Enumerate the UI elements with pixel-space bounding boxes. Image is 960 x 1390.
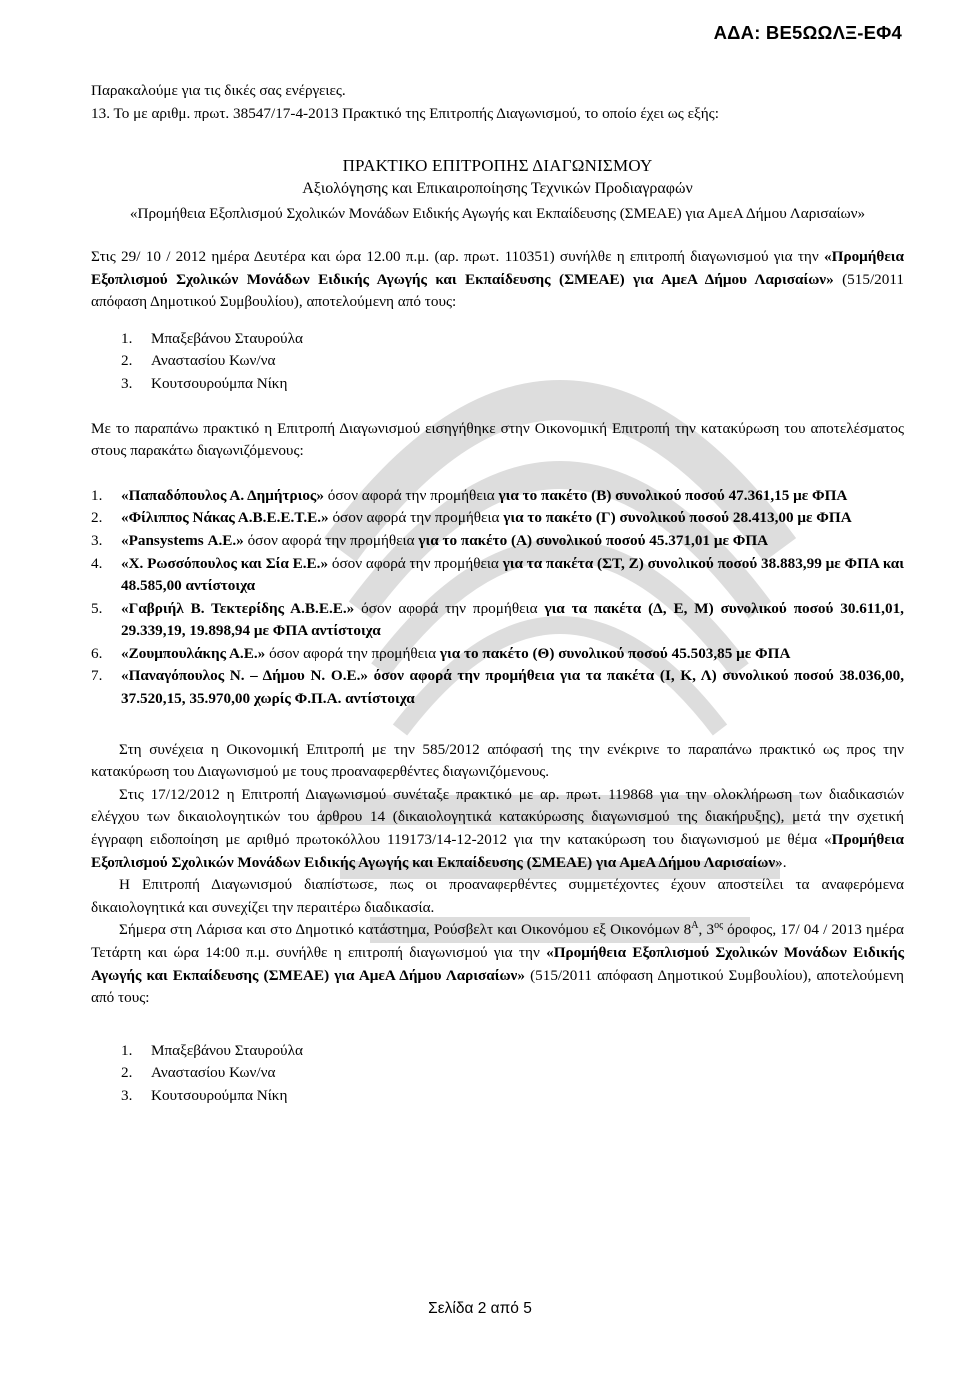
today-text-b: , 3 bbox=[698, 921, 715, 939]
intro-line: Παρακαλούμε για τις δικές σας ενέργειες. bbox=[91, 82, 346, 99]
check-paragraph bbox=[91, 784, 904, 874]
winner-name: «Παναγόπουλος Ν. – Δήμου Ν. Ο.Ε.» όσον αφορά την προμήθεια για τα πακέτα (Ι, Κ, Λ) συνολικού ποσού 38.036,00, 37.520,15, 35.970,00 χωρίς Φ.Π.Α. αντίστοιχα bbox=[121, 667, 904, 708]
winner-amount: για τα πακέτα (ΣΤ, Ζ) συνολικού ποσού 38.883,99 με ΦΠΑ και 48.585,00 αντίστοιχα bbox=[121, 554, 904, 595]
meeting-text-b: (515/2011 απόφαση Δημοτικού Συμβουλίου), αποτελούμενη από τους: bbox=[91, 270, 904, 311]
meeting-procurement-bold: «Προμήθεια Εξοπλισμού Σχολικών Μονάδων Ειδικής Αγωγής και Εκπαίδευσης (ΣΜΕΑΕ) για ΑμεΑ Δήμου Λαρισαίων» bbox=[91, 247, 904, 288]
approval-paragraph: Στη συνέχεια η Οικονομική Επιτροπή με την 585/2012 απόφασή της την ενέκρινε το παραπάνω πρακτικό ως προς την κατακύρωση του Διαγωνισμού με τους προαναφερθέντες διαγωνιζόμενους. bbox=[91, 740, 904, 781]
found-paragraph: Η Επιτροπή Διαγωνισμού διαπίστωσε, πως οι προαναφερθέντες συμμετέχοντες έχουν αποστείλει τα αναφερόμενα δικαιολογητικά και συνεχίζει την περαιτέρω διαδικασία. bbox=[91, 876, 904, 916]
winner-mid: όσον αφορά την προμήθεια bbox=[323, 486, 499, 504]
today-sup-a: Α bbox=[691, 920, 699, 932]
list-number: 3. bbox=[121, 374, 133, 392]
list-number: 3. bbox=[91, 531, 103, 549]
meeting-paragraph bbox=[91, 246, 904, 314]
winner-name: «Pansystems Α.Ε.» bbox=[121, 531, 244, 549]
member-name: Κουτσουρούμπα Νίκη bbox=[151, 374, 288, 392]
today-text-a: Σήμερα στη Λάρισα και στο Δημοτικό κατάστημα, Ρούσβελτ και Οικονόμου εξ Οικονόμων 8 bbox=[119, 921, 692, 939]
list-number: 7. bbox=[91, 667, 103, 685]
member-name: Αναστασίου Κων/να bbox=[151, 1064, 276, 1082]
list-item bbox=[91, 553, 904, 598]
winner-name: «Χ. Ρωσσόπουλος και Σία Ε.Ε.» bbox=[121, 554, 329, 572]
today-text-d: (515/2011 απόφαση Δημοτικού Συμβουλίου), αποτελούμενη από τους: bbox=[91, 966, 904, 1007]
member-name: Αναστασίου Κων/να bbox=[151, 352, 276, 370]
ada-code: ΑΔΑ: ΒΕ5ΩΩΛΞ-ΕΦ4 bbox=[713, 22, 902, 43]
check-procurement-bold: Προμήθεια Εξοπλισμού Σχολικών Μονάδων Ειδικής Αγωγής και Εκπαίδευσης (ΣΜΕΑΕ) για ΑμεΑ Δήμου Λαρισαίων bbox=[91, 831, 904, 871]
winner-amount: για τα πακέτα (Δ, Ε, Μ) συνολικού ποσού 30.611,01, 29.339,19, 19.898,94 με ΦΠΑ αντίστοιχα bbox=[121, 599, 904, 640]
minutes-title: ΠΡΑΚΤΙΚΟ ΕΠΙΤΡΟΠΗΣ ΔΙΑΓΩΝΙΣΜΟΥ bbox=[342, 156, 653, 176]
list-number: 2. bbox=[91, 509, 103, 527]
list-item bbox=[91, 485, 904, 508]
list-number: 6. bbox=[91, 644, 103, 662]
list-item bbox=[91, 373, 904, 396]
winner-mid: όσον αφορά την προμήθεια bbox=[354, 599, 545, 617]
list-number: 2. bbox=[121, 352, 133, 370]
award-intro-paragraph: Με το παραπάνω πρακτικό η Επιτροπή Διαγωνισμού εισηγήθηκε στην Οικονομική Επιτροπή την κατακύρωση του αποτελέσματος στους παρακάτω διαγωνιζόμενους: bbox=[91, 419, 904, 460]
winner-name: «Γαβριήλ Β. Τεκτερίδης Α.Β.Ε.Ε.» bbox=[121, 599, 355, 617]
today-text-c: όροφος, 17/ 04 / 2013 ημέρα Τετάρτη και ώρα 14:00 π.μ. συνήλθε η επιτροπή διαγωνισμού για την bbox=[91, 921, 905, 961]
list-item bbox=[91, 665, 904, 710]
committee-members-list-2 bbox=[91, 1040, 904, 1108]
winner-name: «Ζουμπουλάκης Α.Ε.» bbox=[121, 644, 266, 662]
list-item bbox=[91, 507, 904, 530]
list-number: 4. bbox=[91, 554, 103, 572]
list-item bbox=[91, 530, 904, 553]
document-body bbox=[91, 80, 904, 1108]
page-number: Σελίδα 2 από 5 bbox=[428, 1300, 532, 1317]
winner-amount: για το πακέτο (Θ) συνολικού ποσού 45.503,85 με ΦΠΑ bbox=[439, 644, 791, 662]
list-item bbox=[91, 1040, 904, 1063]
today-sup-b: ος bbox=[714, 920, 724, 932]
winner-mid: όσον αφορά την προμήθεια bbox=[328, 554, 503, 572]
winner-amount: για το πακέτο (Γ) συνολικού ποσού 28.413,00 με ΦΠΑ bbox=[503, 509, 852, 527]
member-name: Μπαξεβάνου Σταυρούλα bbox=[151, 1041, 303, 1059]
list-number: 1. bbox=[121, 329, 133, 347]
list-item bbox=[91, 1062, 904, 1085]
committee-members-list bbox=[91, 328, 904, 396]
winner-mid: όσον αφορά την προμήθεια bbox=[328, 509, 504, 527]
minutes-subtitle: Αξιολόγησης και Επικαιροποίησης Τεχνικών Προδιαγραφών bbox=[302, 179, 693, 197]
check-text-b: ». bbox=[775, 853, 787, 871]
check-text-a: Στις 17/12/2012 η Επιτροπή Διαγωνισμού συνέταξε πρακτικό με αρ. πρωτ. 119868 για την ολοκλήρωση των διαδικασιών ελέγχου των δικαιολογητικών του άρθρου 14 (δικαιολογητικά κατακύρωσης διαγωνισμού της διακήρυξης), μετά την σχετική έγγραφη ειδοποίηση με αριθμό πρωτοκόλλου 119173/14-12-2012 για την κατακύρωση του διαγωνισμού με θέμα « bbox=[91, 785, 904, 849]
winners-list bbox=[91, 485, 904, 711]
today-procurement-bold: «Προμήθεια Εξοπλισμού Σχολικών Μονάδων Ειδικής Αγωγής και Εκπαίδευσης (ΣΜΕΑΕ) για ΑμεΑ Δήμου Λαρισαίων» bbox=[91, 944, 904, 984]
list-item bbox=[91, 350, 904, 373]
winner-mid: όσον αφορά την προμήθεια bbox=[265, 644, 440, 662]
list-item bbox=[91, 1085, 904, 1108]
list-item bbox=[91, 598, 904, 643]
winner-mid: όσον αφορά την προμήθεια bbox=[243, 531, 419, 549]
winner-name: «Φίλιππος Νάκας Α.Β.Ε.Ε.Τ.Ε.» bbox=[121, 509, 329, 527]
winner-name: «Παπαδόπουλος Α. Δημήτριος» bbox=[121, 486, 324, 504]
list-number: 1. bbox=[91, 486, 103, 504]
procurement-title: «Προμήθεια Εξοπλισμού Σχολικών Μονάδων Ειδικής Αγωγής και Εκπαίδευσης (ΣΜΕΑΕ) για ΑμεΑ Δήμου Λαρισαίων» bbox=[129, 205, 866, 223]
list-number: 1. bbox=[121, 1041, 133, 1059]
winner-amount: για το πακέτο (Β) συνολικού ποσού 47.361,15 με ΦΠΑ bbox=[498, 486, 848, 504]
item-13-line: 13. Το με αριθμ. πρωτ. 38547/17-4-2013 Πρακτικό της Επιτροπής Διαγωνισμού, το οποίο έχει ως εξής: bbox=[91, 104, 719, 122]
list-number: 5. bbox=[91, 599, 103, 617]
list-item bbox=[91, 643, 904, 666]
list-number: 2. bbox=[121, 1064, 133, 1082]
today-paragraph bbox=[91, 919, 904, 1009]
list-number: 3. bbox=[121, 1086, 133, 1104]
member-name: Μπαξεβάνου Σταυρούλα bbox=[151, 329, 303, 347]
list-item bbox=[91, 328, 904, 351]
meeting-text-a: Στις 29/ 10 / 2012 ημέρα Δευτέρα και ώρα 12.00 π.μ. (αρ. πρωτ. 110351) συνήλθε η επιτροπή διαγωνισμού για την bbox=[91, 247, 825, 265]
winner-amount: για το πακέτο (Α) συνολικού ποσού 45.371,01 με ΦΠΑ bbox=[418, 531, 769, 549]
member-name: Κουτσουρούμπα Νίκη bbox=[151, 1086, 288, 1104]
